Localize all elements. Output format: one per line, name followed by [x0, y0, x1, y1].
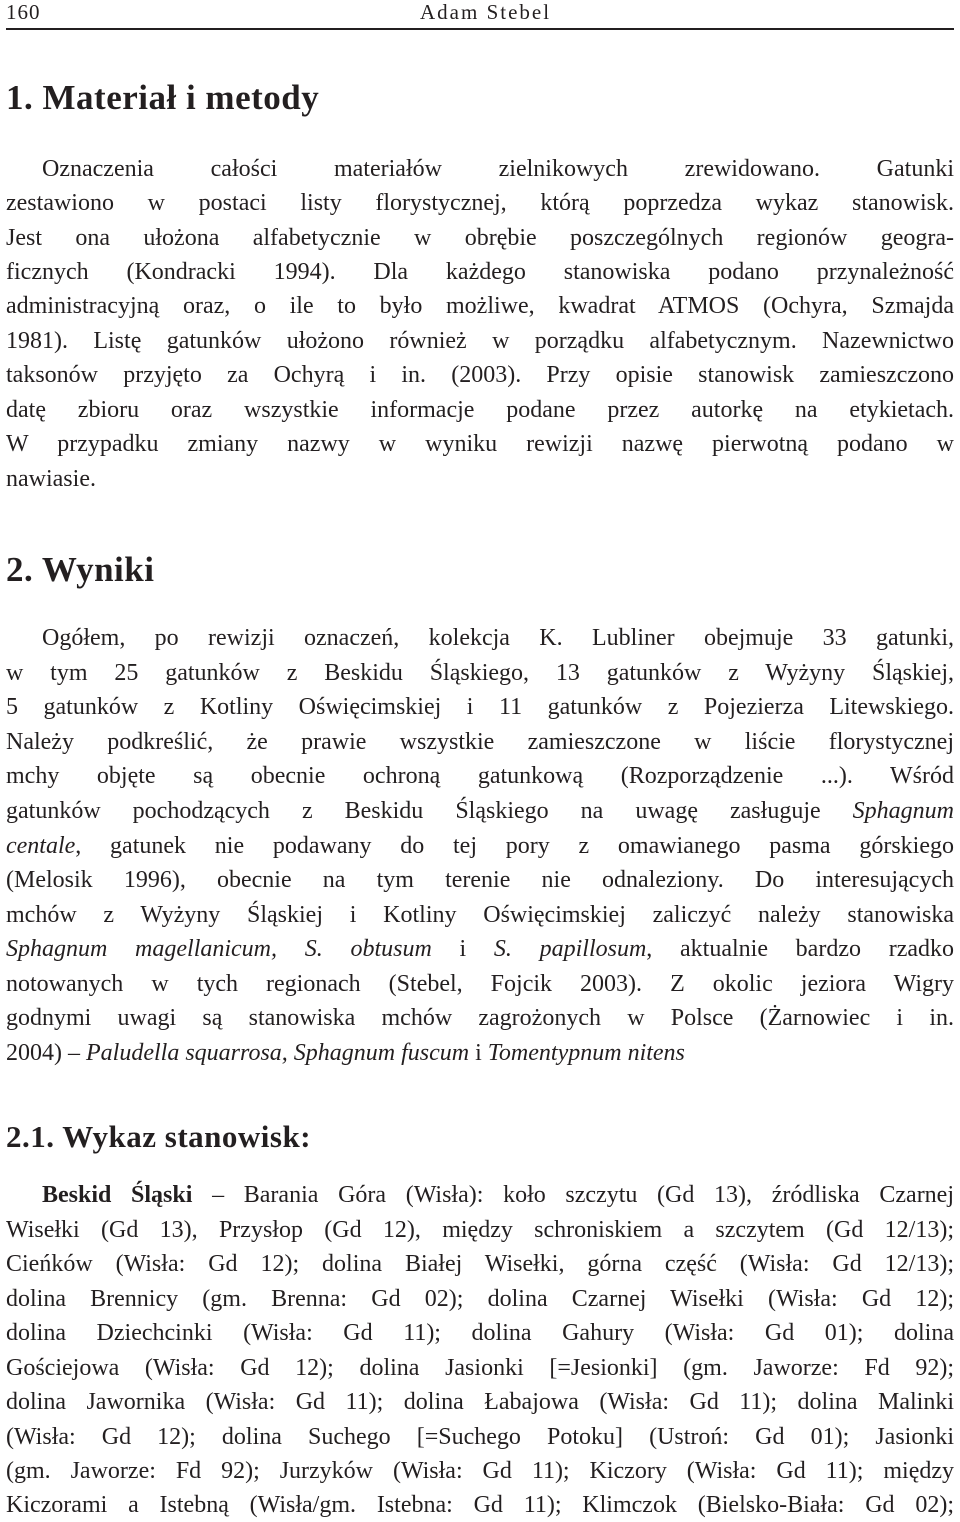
section-heading-results: 2. Wyniki — [6, 550, 155, 589]
running-header — [6, 0, 954, 30]
paragraph-line: (Melosik 1996), obecnie na tym terenie nie odnaleziony. Do interesujących — [6, 867, 954, 893]
paragraph-line: 5 gatunków z Kotliny Oświęcimskiej i 11 gatunków z Pojezierza Litewskiego. — [6, 694, 954, 720]
paragraph-line: mchy objęte są obecnie ochroną gatunkową (Rozporządzenie ...). Wśród — [6, 763, 954, 789]
paragraph-line: Cieńków (Wisła: Gd 12); dolina Białej Wisełki, górna część (Wisła: Gd 12/13); — [6, 1251, 954, 1277]
paragraph-line: (Wisła: Gd 12); dolina Suchego [=Suchego Potoku] (Ustroń: Gd 01); Jasionki — [6, 1424, 954, 1450]
paragraph-line: godnymi uwagi są stanowiska mchów zagrożonych w Polsce (Żarnowiec i in. — [6, 1005, 954, 1031]
taxon-name: Paludella squarrosa, Sphagnum fuscum — [86, 1040, 470, 1066]
paragraph-line: nawiasie. — [6, 466, 96, 492]
paragraph-line: w tym 25 gatunków z Beskidu Śląskiego, 13 gatunków z Wyżyny Śląskiej, — [6, 660, 954, 686]
paragraph-line: taksonów przyjęto za Ochyrą i in. (2003). Przy opisie stanowisk zamieszczono — [6, 362, 954, 388]
paragraph-line: dolina Jawornika (Wisła: Gd 11); dolina Łabajowa (Wisła: Gd 11); dolina Malinki — [6, 1389, 954, 1415]
paragraph-line: Gościejowa (Wisła: Gd 12); dolina Jasionki [=Jesionki] (gm. Jaworze: Fd 92); — [6, 1355, 954, 1381]
paragraph-line: centale, gatunek nie podawany do tej pory z omawianego pasma górskiego — [6, 833, 954, 859]
paragraph-line: notowanych w tych regionach (Stebel, Fojcik 2003). Z okolic jeziora Wigry — [6, 971, 954, 997]
running-author: Adam Stebel — [420, 0, 552, 24]
paragraph-line: administracyjną oraz, o ile to było możliwe, kwadrat ATMOS (Ochyra, Szmajda — [6, 293, 954, 319]
taxon-name: Sphagnum magellanicum, S. obtusum — [6, 936, 432, 962]
paragraph-line: 2004) – Paludella squarrosa, Sphagnum fuscum i Tomentypnum nitens — [6, 1040, 685, 1066]
paragraph-line: Beskid Śląski – Barania Góra (Wisła): koło szczytu (Gd 13), źródliska Czarnej — [42, 1182, 955, 1208]
paragraph-line: zestawiono w postaci listy florystycznej, którą poprzedza wykaz stanowisk. — [6, 190, 954, 216]
paragraph-line: datę zbioru oraz wszystkie informacje podane przez autorkę na etykietach. — [6, 397, 954, 423]
paragraph-line: 1981). Listę gatunków ułożono również w porządku alfabetycznym. Nazewnictwo — [6, 328, 954, 354]
page-number: 160 — [6, 0, 41, 24]
taxon-name: Sphagnum — [852, 798, 955, 824]
taxon-name: centale — [6, 833, 76, 859]
section-heading-materials: 1. Materiał i metody — [6, 78, 320, 117]
paragraph-line: W przypadku zmiany nazwy w wyniku rewizji nazwę pierwotną podano w — [6, 431, 954, 457]
paragraph-line: (gm. Jaworze: Fd 92); Jurzyków (Wisła: Gd 11); Kiczory (Wisła: Gd 11); między — [6, 1458, 954, 1484]
region-name: Beskid Śląski — [42, 1182, 193, 1208]
paragraph-line: Ogółem, po rewizji oznaczeń, kolekcja K. Lubliner obejmuje 33 gatunki, — [42, 625, 954, 651]
paragraph-line: Oznaczenia całości materiałów zielnikowych zrewidowano. Gatunki — [42, 156, 954, 182]
paragraph-line: Wisełki (Gd 13), Przysłop (Gd 12), między schroniskiem a szczytem (Gd 12/13); — [6, 1217, 954, 1243]
section-heading-sites: 2.1. Wykaz stanowisk: — [6, 1119, 312, 1154]
paragraph-line: Jest ona ułożona alfabetycznie w obrębie poszczególnych regionów geogra- — [6, 225, 954, 251]
paragraph-line: dolina Dziechcinki (Wisła: Gd 11); dolina Gahury (Wisła: Gd 01); dolina — [6, 1320, 954, 1346]
paragraph-line: Sphagnum magellanicum, S. obtusum i S. papillosum, aktualnie bardzo rzadko — [6, 936, 954, 962]
taxon-name: S. papillosum — [493, 936, 647, 962]
paragraph-line: Kiczorami a Istebną (Wisła/gm. Istebna: Gd 11); Klimczok (Bielsko-Biała: Gd 02); — [6, 1492, 954, 1518]
taxon-name: Tomentypnum nitens — [487, 1040, 685, 1066]
paragraph-line: ficznych (Kondracki 1994). Dla każdego stanowiska podano przynależność — [6, 259, 954, 285]
paragraph-line: mchów z Wyżyny Śląskiej i Kotliny Oświęcimskiej zaliczyć należy stanowiska — [6, 902, 954, 928]
paragraph-line: dolina Brennicy (gm. Brenna: Gd 02); dolina Czarnej Wisełki (Wisła: Gd 12); — [6, 1286, 954, 1312]
paragraph-line: gatunków pochodzących z Beskidu Śląskiego na uwagę zasługuje Sphagnum — [6, 798, 955, 824]
paragraph-line: Należy podkreślić, że prawie wszystkie zamieszczone w liście florystycznej — [6, 729, 954, 755]
header-rule — [6, 28, 954, 30]
